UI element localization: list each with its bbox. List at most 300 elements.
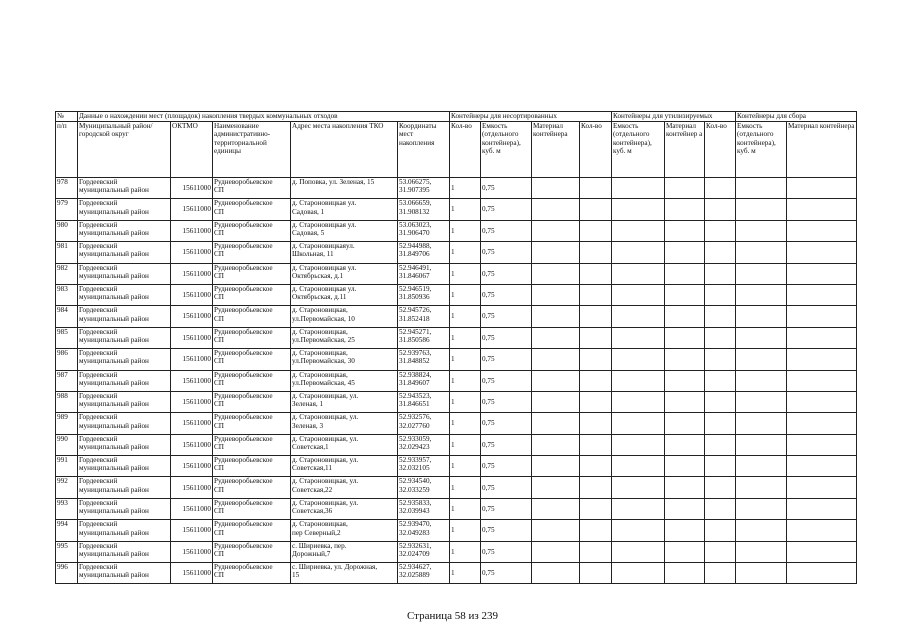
- header-material-recycle: Материал контейнер а: [665, 122, 705, 178]
- cell-admin-unit: Рудневоробьевское СП: [213, 370, 291, 391]
- cell-empty: [580, 456, 612, 477]
- cell-empty: [612, 563, 665, 584]
- cell-empty: [787, 242, 857, 263]
- cell-empty: [787, 498, 857, 519]
- table-row: [56, 563, 857, 584]
- cell-address: д. Староновицкая ул. Октябрьская, д.11: [291, 284, 398, 305]
- cell-oktmo: 15611000: [171, 370, 213, 391]
- cell-no: 983: [56, 284, 78, 305]
- cell-qty: 1: [450, 349, 481, 370]
- cell-empty: [665, 498, 705, 519]
- cell-empty: [532, 199, 580, 220]
- table-row: [56, 263, 857, 284]
- cell-empty: [736, 477, 787, 498]
- cell-coords: 52.932576, 32.027760: [398, 413, 450, 434]
- header-municipal: Муниципальный район/городской округ: [78, 122, 171, 178]
- cell-address: д. Староновицкая ул. Октябрьская, д.1: [291, 263, 398, 284]
- cell-capacity: 0,75: [481, 541, 532, 562]
- cell-empty: [705, 327, 736, 348]
- cell-empty: [580, 327, 612, 348]
- cell-empty: [736, 563, 787, 584]
- header-capacity-collect: Емкость (отдельного контейнера), куб. м: [736, 122, 787, 178]
- cell-municipal: Гордеевский муниципальный район: [78, 199, 171, 220]
- cell-municipal: Гордеевский муниципальный район: [78, 391, 171, 412]
- cell-qty: 1: [450, 263, 481, 284]
- cell-empty: [736, 541, 787, 562]
- cell-oktmo: 15611000: [171, 456, 213, 477]
- cell-coords: 53.063023, 31.906470: [398, 220, 450, 241]
- cell-empty: [736, 263, 787, 284]
- cell-municipal: Гордеевский муниципальный район: [78, 370, 171, 391]
- cell-empty: [736, 434, 787, 455]
- cell-oktmo: 15611000: [171, 306, 213, 327]
- table-row: [56, 434, 857, 455]
- cell-address: д. Поповка, ул. Зеленая, 15: [291, 178, 398, 199]
- cell-empty: [532, 263, 580, 284]
- cell-qty: 1: [450, 327, 481, 348]
- cell-empty: [705, 263, 736, 284]
- cell-oktmo: 15611000: [171, 563, 213, 584]
- cell-empty: [532, 242, 580, 263]
- cell-empty: [787, 434, 857, 455]
- header-qty-collect: Кол-во: [705, 122, 736, 178]
- cell-no: 988: [56, 391, 78, 412]
- cell-qty: 1: [450, 563, 481, 584]
- cell-empty: [580, 391, 612, 412]
- cell-empty: [532, 434, 580, 455]
- cell-empty: [612, 242, 665, 263]
- cell-capacity: 0,75: [481, 434, 532, 455]
- cell-empty: [612, 284, 665, 305]
- cell-empty: [580, 413, 612, 434]
- cell-empty: [736, 242, 787, 263]
- cell-municipal: Гордеевский муниципальный район: [78, 456, 171, 477]
- table-row: [56, 349, 857, 370]
- cell-address: д. Староновицкая, ул. Зеленая, 3: [291, 413, 398, 434]
- cell-oktmo: 15611000: [171, 242, 213, 263]
- cell-empty: [532, 370, 580, 391]
- cell-empty: [612, 370, 665, 391]
- cell-capacity: 0,75: [481, 199, 532, 220]
- cell-coords: 53.066275, 31.907395: [398, 178, 450, 199]
- cell-empty: [665, 520, 705, 541]
- cell-oktmo: 15611000: [171, 199, 213, 220]
- cell-no: 987: [56, 370, 78, 391]
- cell-coords: 52.939470, 32.049283: [398, 520, 450, 541]
- table-row: [56, 220, 857, 241]
- cell-empty: [705, 541, 736, 562]
- cell-coords: 52.935833, 32.039943: [398, 498, 450, 519]
- cell-municipal: Гордеевский муниципальный район: [78, 477, 171, 498]
- cell-empty: [612, 520, 665, 541]
- cell-coords: 52.933059, 32.029423: [398, 434, 450, 455]
- header-group-location: Данные о нахождении мест (площадок) накопления твердых коммунальных отходов: [78, 112, 450, 122]
- table-row: [56, 477, 857, 498]
- header-address: Адрес места накопления ТКО: [291, 122, 398, 178]
- table-row: [56, 199, 857, 220]
- cell-empty: [787, 306, 857, 327]
- table-row: [56, 413, 857, 434]
- cell-empty: [787, 520, 857, 541]
- cell-empty: [580, 263, 612, 284]
- cell-qty: 1: [450, 498, 481, 519]
- header-pp: п/п: [56, 122, 78, 178]
- cell-empty: [665, 284, 705, 305]
- cell-no: 982: [56, 263, 78, 284]
- cell-coords: 52.943523, 31.846651: [398, 391, 450, 412]
- cell-empty: [705, 370, 736, 391]
- cell-capacity: 0,75: [481, 391, 532, 412]
- table-row: [56, 541, 857, 562]
- cell-admin-unit: Рудневоробьевское СП: [213, 327, 291, 348]
- cell-empty: [665, 327, 705, 348]
- cell-capacity: 0,75: [481, 520, 532, 541]
- cell-oktmo: 15611000: [171, 520, 213, 541]
- cell-address: с. Шириевка, ул. Дорожная, 15: [291, 563, 398, 584]
- cell-oktmo: 15611000: [171, 498, 213, 519]
- cell-qty: 1: [450, 370, 481, 391]
- cell-empty: [580, 541, 612, 562]
- table-row: [56, 520, 857, 541]
- table-row: [56, 284, 857, 305]
- cell-empty: [612, 327, 665, 348]
- cell-empty: [532, 391, 580, 412]
- cell-empty: [612, 413, 665, 434]
- cell-empty: [532, 284, 580, 305]
- cell-empty: [532, 327, 580, 348]
- cell-empty: [736, 284, 787, 305]
- cell-admin-unit: Рудневоробьевское СП: [213, 220, 291, 241]
- cell-no: 991: [56, 456, 78, 477]
- cell-empty: [612, 391, 665, 412]
- cell-empty: [612, 306, 665, 327]
- cell-coords: 52.932631, 32.024709: [398, 541, 450, 562]
- cell-municipal: Гордеевский муниципальный район: [78, 263, 171, 284]
- header-capacity-recycle: Емкость (отдельного контейнера), куб. м: [612, 122, 665, 178]
- cell-empty: [665, 456, 705, 477]
- cell-empty: [787, 349, 857, 370]
- cell-municipal: Гордеевский муниципальный район: [78, 327, 171, 348]
- cell-municipal: Гордеевский муниципальный район: [78, 563, 171, 584]
- cell-admin-unit: Рудневоробьевское СП: [213, 541, 291, 562]
- cell-empty: [705, 242, 736, 263]
- cell-qty: 1: [450, 520, 481, 541]
- table-row: [56, 391, 857, 412]
- cell-empty: [787, 199, 857, 220]
- page-number: Страница 58 из 239: [406, 610, 499, 622]
- cell-address: д. Староновицкая, ул.Первомайская, 10: [291, 306, 398, 327]
- cell-empty: [580, 477, 612, 498]
- cell-empty: [665, 306, 705, 327]
- cell-address: с. Шириевка, пер. Дорожный,7: [291, 541, 398, 562]
- cell-address: д. Староновицкая, ул. Зеленая, 1: [291, 391, 398, 412]
- cell-municipal: Гордеевский муниципальный район: [78, 413, 171, 434]
- cell-empty: [665, 541, 705, 562]
- cell-empty: [580, 199, 612, 220]
- header-no: №: [56, 112, 78, 122]
- cell-admin-unit: Рудневоробьевское СП: [213, 520, 291, 541]
- cell-oktmo: 15611000: [171, 263, 213, 284]
- tko-sites-table: [55, 111, 857, 584]
- cell-empty: [580, 498, 612, 519]
- cell-address: д. Староновицкая, ул.Первомайская, 30: [291, 349, 398, 370]
- cell-no: 993: [56, 498, 78, 519]
- cell-empty: [612, 498, 665, 519]
- cell-empty: [705, 413, 736, 434]
- cell-admin-unit: Рудневоробьевское СП: [213, 263, 291, 284]
- cell-municipal: Гордеевский муниципальный район: [78, 220, 171, 241]
- table-row: [56, 242, 857, 263]
- cell-empty: [532, 520, 580, 541]
- cell-admin-unit: Рудневоробьевское СП: [213, 349, 291, 370]
- cell-empty: [787, 456, 857, 477]
- cell-admin-unit: Рудневоробьевское СП: [213, 242, 291, 263]
- cell-no: 984: [56, 306, 78, 327]
- cell-empty: [580, 220, 612, 241]
- cell-empty: [787, 178, 857, 199]
- cell-empty: [736, 413, 787, 434]
- cell-empty: [787, 327, 857, 348]
- cell-empty: [705, 456, 736, 477]
- cell-empty: [665, 242, 705, 263]
- cell-empty: [705, 563, 736, 584]
- cell-admin-unit: Рудневоробьевское СП: [213, 456, 291, 477]
- cell-qty: 1: [450, 242, 481, 263]
- cell-no: 985: [56, 327, 78, 348]
- header-admin-unit: Наименование административно-территориальной единицы: [213, 122, 291, 178]
- cell-empty: [736, 370, 787, 391]
- cell-empty: [787, 391, 857, 412]
- cell-empty: [532, 541, 580, 562]
- cell-oktmo: 15611000: [171, 220, 213, 241]
- cell-empty: [532, 306, 580, 327]
- cell-no: 992: [56, 477, 78, 498]
- cell-empty: [736, 456, 787, 477]
- cell-empty: [612, 456, 665, 477]
- cell-empty: [532, 220, 580, 241]
- cell-qty: 1: [450, 477, 481, 498]
- cell-qty: 1: [450, 178, 481, 199]
- cell-no: 994: [56, 520, 78, 541]
- cell-no: 995: [56, 541, 78, 562]
- cell-empty: [612, 541, 665, 562]
- table-row: [56, 370, 857, 391]
- cell-empty: [787, 220, 857, 241]
- table-row: [56, 498, 857, 519]
- cell-empty: [580, 178, 612, 199]
- header-group-unsorted: Контейнеры для несортированных: [450, 112, 612, 122]
- cell-address: д. Староновицкая, пер Северный,2: [291, 520, 398, 541]
- cell-empty: [787, 284, 857, 305]
- cell-coords: 52.945726, 31.852418: [398, 306, 450, 327]
- cell-empty: [705, 520, 736, 541]
- header-coords: Координаты мест накопления: [398, 122, 450, 178]
- cell-qty: 1: [450, 413, 481, 434]
- cell-coords: 52.934627, 32.025889: [398, 563, 450, 584]
- cell-empty: [705, 306, 736, 327]
- cell-empty: [665, 563, 705, 584]
- cell-admin-unit: Рудневоробьевское СП: [213, 413, 291, 434]
- cell-coords: 52.944988, 31.849706: [398, 242, 450, 263]
- cell-empty: [612, 349, 665, 370]
- cell-empty: [665, 178, 705, 199]
- cell-empty: [736, 498, 787, 519]
- cell-coords: 52.933957, 32.032105: [398, 456, 450, 477]
- table-row: [56, 456, 857, 477]
- header-group-recycle: Контейнеры для утилизируемых: [612, 112, 736, 122]
- cell-no: 979: [56, 199, 78, 220]
- cell-capacity: 0,75: [481, 498, 532, 519]
- cell-empty: [612, 178, 665, 199]
- cell-capacity: 0,75: [481, 563, 532, 584]
- cell-qty: 1: [450, 456, 481, 477]
- cell-empty: [665, 370, 705, 391]
- cell-qty: 1: [450, 434, 481, 455]
- cell-empty: [665, 477, 705, 498]
- cell-no: 996: [56, 563, 78, 584]
- cell-no: 989: [56, 413, 78, 434]
- cell-empty: [736, 391, 787, 412]
- cell-empty: [705, 349, 736, 370]
- cell-empty: [532, 349, 580, 370]
- cell-empty: [532, 456, 580, 477]
- cell-empty: [736, 349, 787, 370]
- table-row: [56, 306, 857, 327]
- cell-oktmo: 15611000: [171, 327, 213, 348]
- cell-municipal: Гордеевский муниципальный район: [78, 349, 171, 370]
- cell-oktmo: 15611000: [171, 349, 213, 370]
- cell-coords: 52.945271, 31.850586: [398, 327, 450, 348]
- cell-admin-unit: Рудневоробьевское СП: [213, 306, 291, 327]
- cell-coords: 52.946491, 31.846067: [398, 263, 450, 284]
- cell-admin-unit: Рудневоробьевское СП: [213, 563, 291, 584]
- cell-address: д. Староновицкая, ул. Советская,11: [291, 456, 398, 477]
- cell-empty: [787, 563, 857, 584]
- cell-empty: [665, 199, 705, 220]
- cell-empty: [580, 434, 612, 455]
- cell-coords: 53.066659, 31.908132: [398, 199, 450, 220]
- cell-capacity: 0,75: [481, 477, 532, 498]
- cell-admin-unit: Рудневоробьевское СП: [213, 178, 291, 199]
- header-row-columns: [56, 122, 857, 178]
- header-qty-unsorted: Кол-во: [450, 122, 481, 178]
- cell-coords: 52.934540, 32.033259: [398, 477, 450, 498]
- cell-municipal: Гордеевский муниципальный район: [78, 242, 171, 263]
- cell-empty: [612, 263, 665, 284]
- cell-empty: [787, 413, 857, 434]
- cell-municipal: Гордеевский муниципальный район: [78, 520, 171, 541]
- cell-capacity: 0,75: [481, 284, 532, 305]
- cell-address: д. Староновицкая, ул.Первомайская, 25: [291, 327, 398, 348]
- cell-no: 978: [56, 178, 78, 199]
- cell-no: 981: [56, 242, 78, 263]
- cell-admin-unit: Рудневоробьевское СП: [213, 391, 291, 412]
- cell-empty: [705, 199, 736, 220]
- cell-empty: [705, 284, 736, 305]
- cell-empty: [787, 541, 857, 562]
- cell-admin-unit: Рудневоробьевское СП: [213, 199, 291, 220]
- header-material-unsorted: Материал контейнера: [532, 122, 580, 178]
- cell-municipal: Гордеевский муниципальный район: [78, 284, 171, 305]
- cell-municipal: Гордеевский муниципальный район: [78, 434, 171, 455]
- cell-empty: [580, 306, 612, 327]
- cell-qty: 1: [450, 220, 481, 241]
- cell-empty: [580, 520, 612, 541]
- cell-empty: [736, 327, 787, 348]
- cell-empty: [665, 263, 705, 284]
- header-oktmo: ОКТМО: [171, 122, 213, 178]
- cell-empty: [736, 220, 787, 241]
- cell-coords: 52.938824, 31.849607: [398, 370, 450, 391]
- cell-coords: 52.939763, 31.848852: [398, 349, 450, 370]
- cell-empty: [612, 434, 665, 455]
- cell-admin-unit: Рудневоробьевское СП: [213, 434, 291, 455]
- cell-empty: [705, 178, 736, 199]
- cell-admin-unit: Рудневоробьевское СП: [213, 498, 291, 519]
- cell-municipal: Гордеевский муниципальный район: [78, 498, 171, 519]
- cell-empty: [532, 563, 580, 584]
- cell-capacity: 0,75: [481, 220, 532, 241]
- cell-oktmo: 15611000: [171, 178, 213, 199]
- cell-empty: [612, 477, 665, 498]
- cell-empty: [736, 520, 787, 541]
- cell-empty: [705, 434, 736, 455]
- cell-empty: [532, 498, 580, 519]
- cell-empty: [580, 349, 612, 370]
- cell-address: д. Староновицкая ул. Садовая, 1: [291, 199, 398, 220]
- cell-empty: [665, 434, 705, 455]
- cell-oktmo: 15611000: [171, 391, 213, 412]
- header-row-groups: [56, 112, 857, 122]
- cell-capacity: 0,75: [481, 178, 532, 199]
- cell-no: 986: [56, 349, 78, 370]
- cell-capacity: 0,75: [481, 242, 532, 263]
- cell-empty: [787, 477, 857, 498]
- cell-qty: 1: [450, 284, 481, 305]
- cell-municipal: Гордеевский муниципальный район: [78, 178, 171, 199]
- cell-oktmo: 15611000: [171, 284, 213, 305]
- cell-empty: [612, 220, 665, 241]
- cell-qty: 1: [450, 391, 481, 412]
- cell-empty: [532, 178, 580, 199]
- cell-empty: [665, 413, 705, 434]
- cell-capacity: 0,75: [481, 306, 532, 327]
- cell-admin-unit: Рудневоробьевское СП: [213, 284, 291, 305]
- cell-empty: [532, 413, 580, 434]
- cell-empty: [580, 284, 612, 305]
- cell-address: д. Староновицкаяул. Школьная, 11: [291, 242, 398, 263]
- cell-capacity: 0,75: [481, 370, 532, 391]
- table-row: [56, 327, 857, 348]
- cell-address: д. Староновицкая, ул. Советская,36: [291, 498, 398, 519]
- cell-coords: 52.946519, 31.850936: [398, 284, 450, 305]
- cell-empty: [787, 370, 857, 391]
- cell-address: д. Староновицкая, ул.Первомайская, 45: [291, 370, 398, 391]
- cell-no: 980: [56, 220, 78, 241]
- cell-capacity: 0,75: [481, 327, 532, 348]
- cell-admin-unit: Рудневоробьевское СП: [213, 477, 291, 498]
- header-group-collect: Контейнеры для сбора: [736, 112, 857, 122]
- cell-qty: 1: [450, 199, 481, 220]
- cell-empty: [580, 242, 612, 263]
- cell-no: 990: [56, 434, 78, 455]
- cell-empty: [705, 220, 736, 241]
- cell-qty: 1: [450, 541, 481, 562]
- cell-empty: [665, 349, 705, 370]
- header-qty-recycle: Кол-во: [580, 122, 612, 178]
- cell-empty: [612, 199, 665, 220]
- cell-empty: [705, 498, 736, 519]
